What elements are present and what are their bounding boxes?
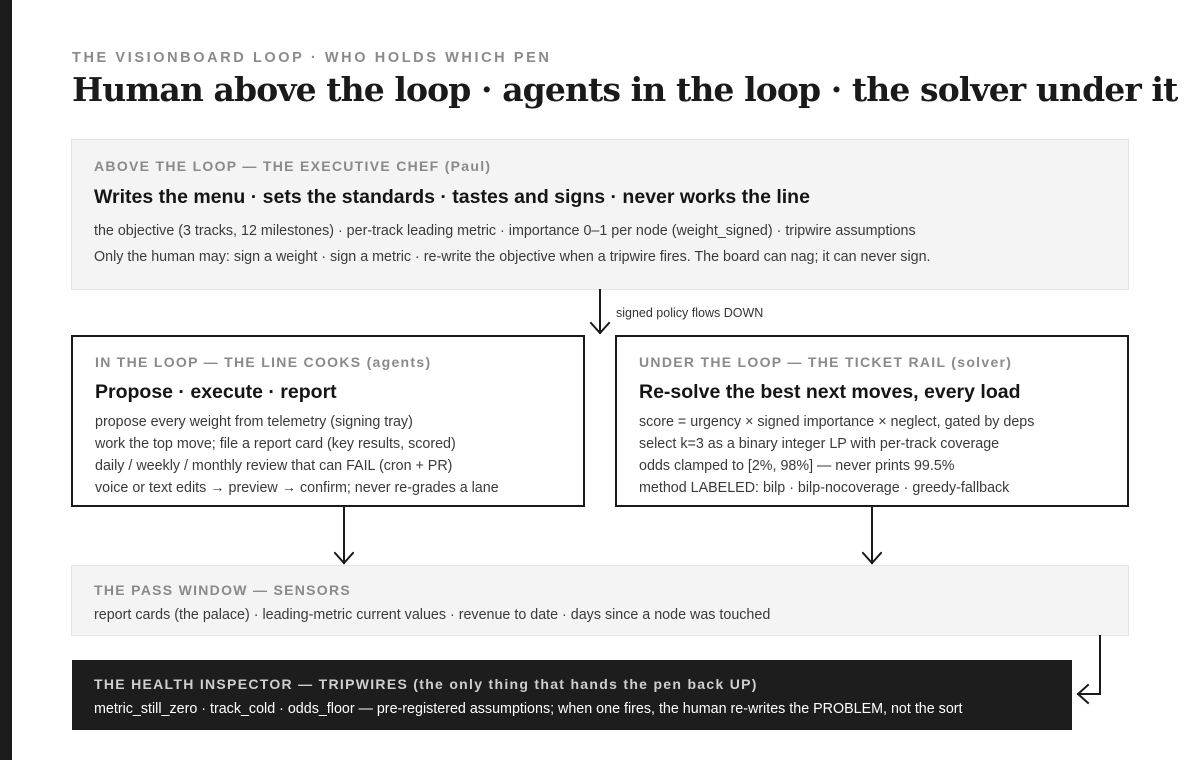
- in-the-loop-line: voice or text edits → preview → confirm; never re-grades a lane: [95, 480, 499, 496]
- in-the-loop-line: daily / weekly / monthly review that can FAIL (cron + PR): [95, 458, 453, 474]
- health-inspector-label: THE HEALTH INSPECTOR — TRIPWIRES (the only thing that hands the pen back UP): [94, 676, 758, 692]
- in-the-loop-label: IN THE LOOP — THE LINE COOKS (agents): [95, 354, 432, 370]
- pass-window-line: report cards (the palace) · leading-metric current values · revenue to date · days since a node was touched: [94, 607, 771, 623]
- under-the-loop-heading: Re-solve the best next moves, every load: [639, 381, 1021, 403]
- above-the-loop-label: ABOVE THE LOOP — THE EXECUTIVE CHEF (Paul): [94, 158, 492, 174]
- in-the-loop-line: work the top move; file a report card (key results, scored): [95, 436, 456, 452]
- under-the-loop-line: method LABELED: bilp · bilp-nocoverage · greedy-fallback: [639, 480, 1010, 496]
- under-the-loop-line: select k=3 as a binary integer LP with per-track coverage: [639, 436, 1000, 452]
- policy-flow-note: signed policy flows DOWN: [616, 306, 764, 320]
- in-the-loop-line: propose every weight from telemetry (signing tray): [95, 414, 413, 430]
- page-title: Human above the loop · agents in the loop · the solver under it: [72, 70, 1178, 109]
- under-the-loop-label: UNDER THE LOOP — THE TICKET RAIL (solver): [639, 354, 1013, 370]
- under-the-loop-line: odds clamped to [2%, 98%] — never prints 99.5%: [639, 458, 955, 474]
- agents-to-sensors-arrow: [335, 507, 353, 563]
- under-the-loop-line: score = urgency × signed importance × neglect, gated by deps: [639, 414, 1035, 430]
- in-the-loop-heading: Propose · execute · report: [95, 381, 337, 403]
- sensors-to-tripwire-arrow: [1078, 636, 1100, 703]
- above-the-loop-heading: Writes the menu · sets the standards · tastes and signs · never works the line: [94, 186, 810, 208]
- solver-to-sensors-arrow: [863, 507, 881, 563]
- above-the-loop-line: the objective (3 tracks, 12 milestones) · per-track leading metric · importance 0–1 per node (weight_signed) · tripwire assumptions: [94, 223, 916, 239]
- health-inspector-line: metric_still_zero · track_cold · odds_floor — pre-registered assumptions; when one fires, the human re-writes the PROBLEM, not the sort: [94, 701, 963, 717]
- policy-down-arrow: [591, 290, 609, 333]
- page-eyebrow: THE VISIONBOARD LOOP · WHO HOLDS WHICH PEN: [72, 50, 552, 66]
- pass-window-label: THE PASS WINDOW — SENSORS: [94, 582, 352, 598]
- above-the-loop-line: Only the human may: sign a weight · sign a metric · re-write the objective when a tripwire fires. The board can nag; it can never sign.: [94, 249, 931, 265]
